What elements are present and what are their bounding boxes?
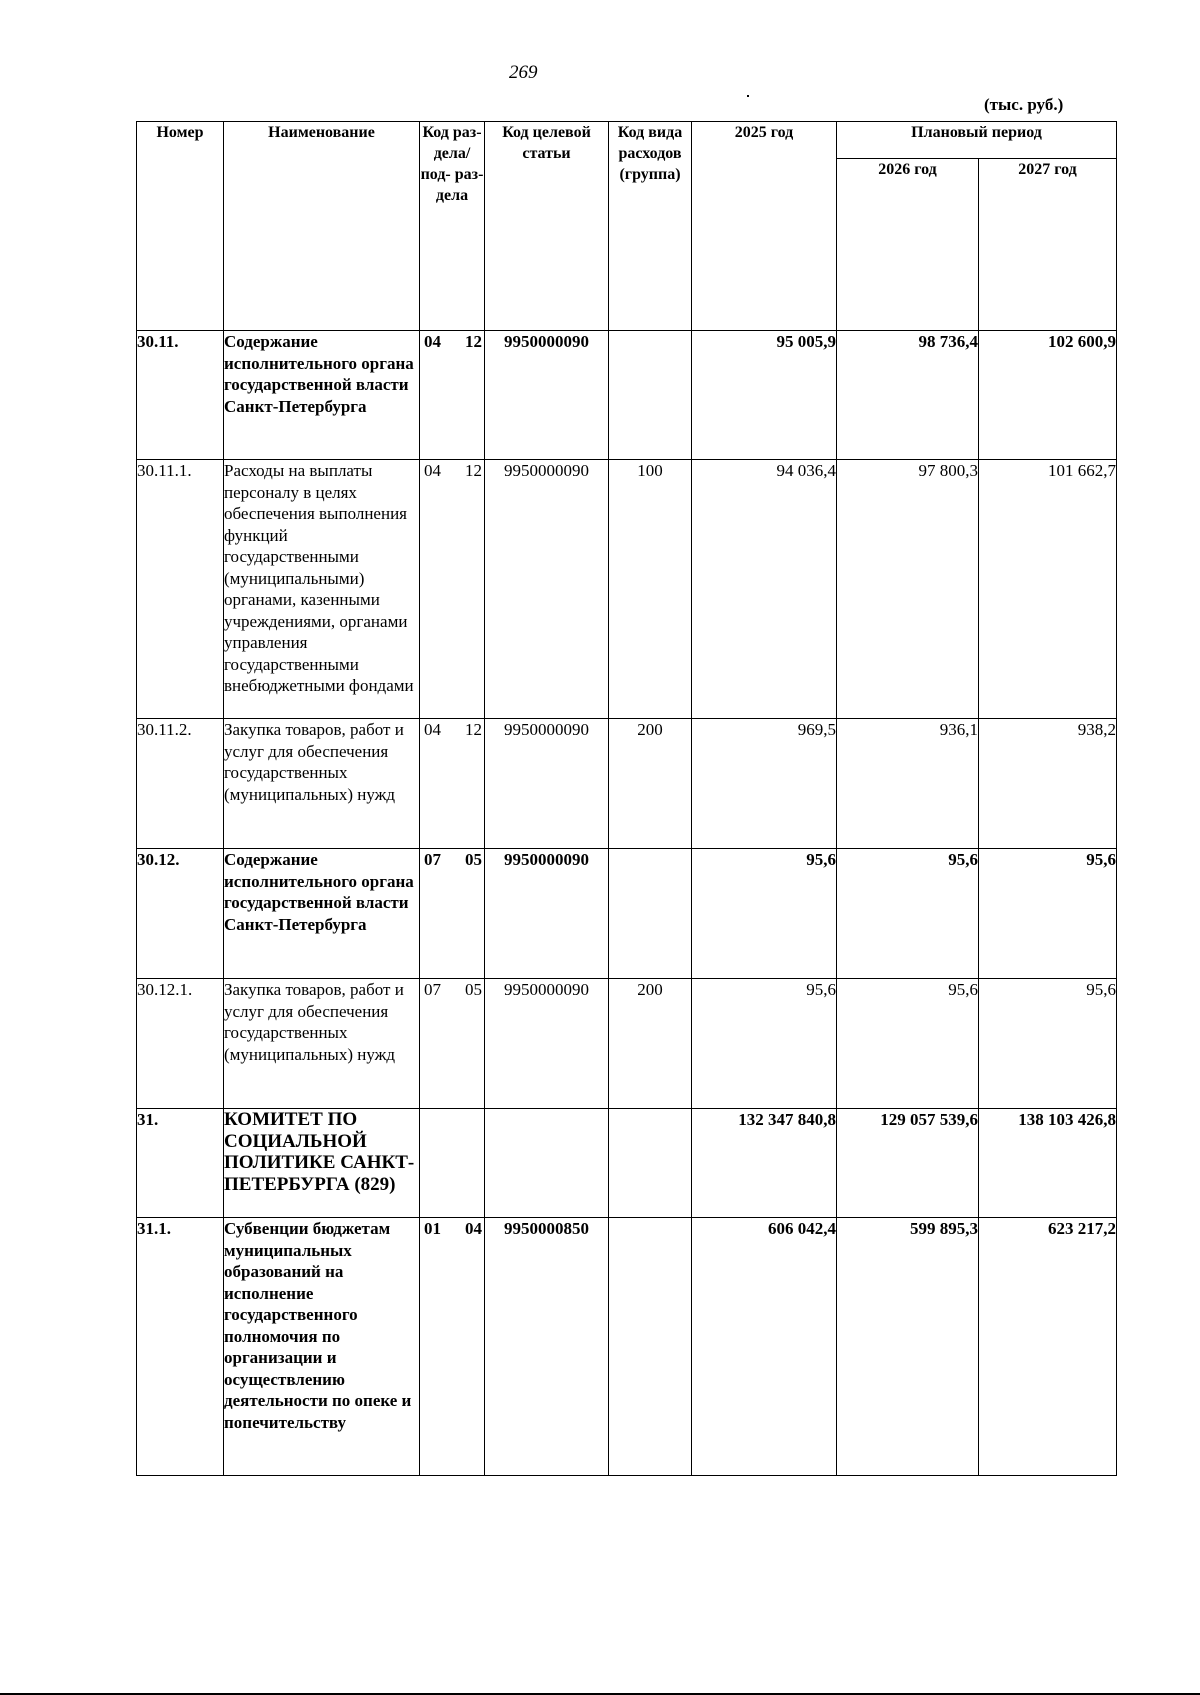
table-row [137, 460, 1117, 719]
page-number: 269 [509, 62, 538, 83]
header-number: Номер [137, 122, 224, 331]
row-amount-2027: 101 662,7 [979, 460, 1117, 719]
row-name: Содержание исполнительного органа государственной власти Санкт-Петербурга [224, 849, 420, 979]
row-name: Содержание исполнительного органа государственной власти Санкт-Петербурга [224, 331, 420, 460]
row-target-code: 9950000090 [485, 460, 609, 719]
row-section-code [420, 979, 485, 1109]
section-code: 04 [424, 720, 441, 739]
table-row [137, 331, 1117, 460]
subsection-code: 05 [465, 850, 482, 869]
table-row [137, 849, 1117, 979]
subsection-code: 05 [465, 980, 482, 999]
row-amount-2026: 97 800,3 [837, 460, 979, 719]
header-target-code: Код целевой статьи [485, 122, 609, 331]
row-amount-2025: 969,5 [692, 719, 837, 849]
subsection-code: 04 [465, 1219, 482, 1238]
row-name: Субвенции бюджетам муниципальных образований на исполнение государственного полномочия по организации и осуществлению деятельности по опеке и попечительству [224, 1218, 420, 1476]
row-section-code [420, 849, 485, 979]
row-amount-2025: 95 005,9 [692, 331, 837, 460]
row-amount-2026: 98 736,4 [837, 331, 979, 460]
stray-dot [747, 95, 749, 97]
subsection-code: 12 [465, 720, 482, 739]
row-number: 30.11.2. [137, 719, 224, 849]
row-target-code: 9950000090 [485, 979, 609, 1109]
section-code: 07 [424, 980, 441, 999]
header-name: Наименование [224, 122, 420, 331]
section-code: 07 [424, 850, 441, 869]
section-code: 01 [424, 1219, 441, 1238]
row-number: 31. [137, 1109, 224, 1218]
row-amount-2027: 938,2 [979, 719, 1117, 849]
row-name: КОМИТЕТ ПО СОЦИАЛЬНОЙ ПОЛИТИКЕ САНКТ-ПЕТЕРБУРГА (829) [224, 1109, 420, 1218]
table-row [137, 719, 1117, 849]
row-section-code [420, 1109, 485, 1218]
table-row [137, 979, 1117, 1109]
row-amount-2027: 138 103 426,8 [979, 1109, 1117, 1218]
row-expense-type [609, 331, 692, 460]
row-amount-2026: 95,6 [837, 979, 979, 1109]
row-amount-2026: 599 895,3 [837, 1218, 979, 1476]
row-amount-2027: 623 217,2 [979, 1218, 1117, 1476]
row-amount-2026: 95,6 [837, 849, 979, 979]
row-amount-2025: 606 042,4 [692, 1218, 837, 1476]
row-name: Расходы на выплаты персоналу в целях обеспечения выполнения функций государственными (муниципальными) органами, казенными учреждениями, органами управления государственными внебюджетными фондами [224, 460, 420, 719]
header-section-code: Код раз- дела/ под- раз- дела [420, 122, 485, 331]
row-number: 30.11. [137, 331, 224, 460]
header-year-2026: 2026 год [837, 159, 979, 331]
row-target-code: 9950000850 [485, 1218, 609, 1476]
header-year-2025: 2025 год [692, 122, 837, 331]
header-planning-period: Плановый период [837, 122, 1117, 159]
row-number: 30.12. [137, 849, 224, 979]
header-year-2027: 2027 год [979, 159, 1117, 331]
row-amount-2026: 936,1 [837, 719, 979, 849]
header-expense-type: Код вида расходов (группа) [609, 122, 692, 331]
subsection-code: 12 [465, 332, 482, 351]
section-code: 04 [424, 332, 441, 351]
row-amount-2025: 94 036,4 [692, 460, 837, 719]
row-amount-2027: 102 600,9 [979, 331, 1117, 460]
row-amount-2027: 95,6 [979, 979, 1117, 1109]
row-section-code [420, 1218, 485, 1476]
row-expense-type [609, 1218, 692, 1476]
section-code: 04 [424, 461, 441, 480]
row-expense-type [609, 1109, 692, 1218]
row-section-code [420, 719, 485, 849]
subsection-code: 12 [465, 461, 482, 480]
row-number: 30.11.1. [137, 460, 224, 719]
row-amount-2025: 95,6 [692, 849, 837, 979]
row-name: Закупка товаров, работ и услуг для обеспечения государственных (муниципальных) нужд [224, 719, 420, 849]
row-target-code: 9950000090 [485, 849, 609, 979]
units-label: (тыс. руб.) [984, 95, 1064, 114]
row-amount-2025: 132 347 840,8 [692, 1109, 837, 1218]
table-row [137, 1109, 1117, 1218]
row-section-code [420, 460, 485, 719]
row-target-code [485, 1109, 609, 1218]
row-expense-type: 200 [609, 979, 692, 1109]
row-name: Закупка товаров, работ и услуг для обеспечения государственных (муниципальных) нужд [224, 979, 420, 1109]
row-section-code [420, 331, 485, 460]
row-expense-type: 200 [609, 719, 692, 849]
budget-table [136, 121, 1117, 1476]
row-number: 30.12.1. [137, 979, 224, 1109]
row-amount-2026: 129 057 539,6 [837, 1109, 979, 1218]
row-amount-2027: 95,6 [979, 849, 1117, 979]
row-number: 31.1. [137, 1218, 224, 1476]
row-expense-type: 100 [609, 460, 692, 719]
row-expense-type [609, 849, 692, 979]
row-target-code: 9950000090 [485, 719, 609, 849]
row-amount-2025: 95,6 [692, 979, 837, 1109]
row-target-code: 9950000090 [485, 331, 609, 460]
table-row [137, 1218, 1117, 1476]
